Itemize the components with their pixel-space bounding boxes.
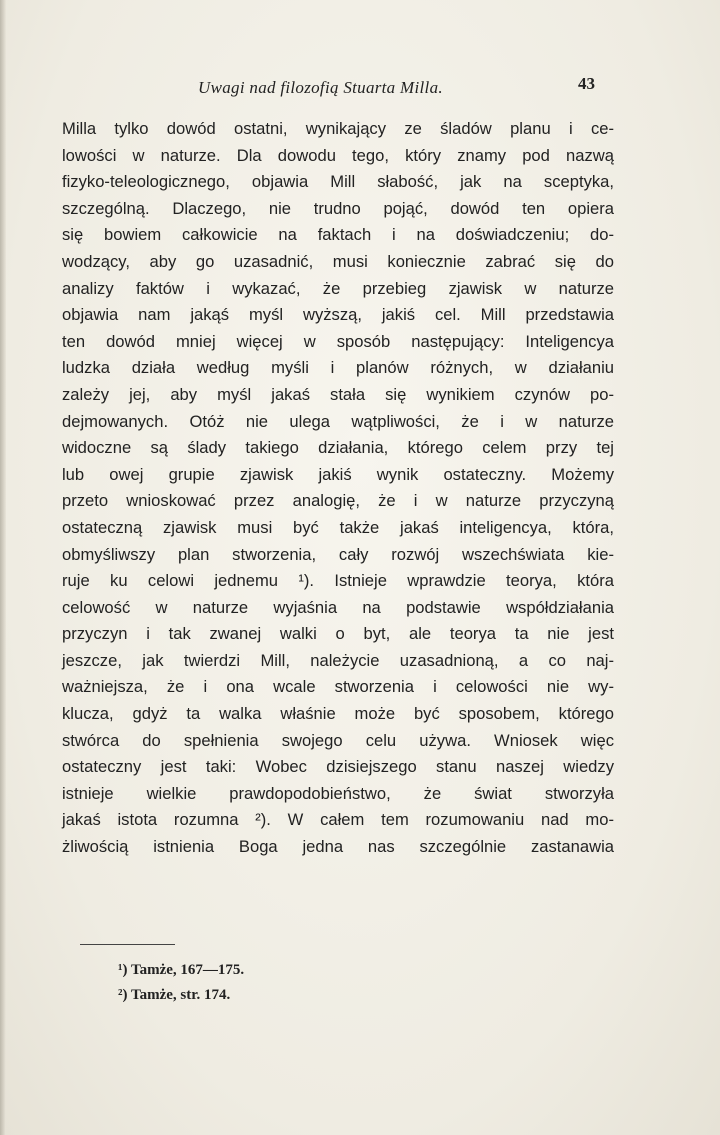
text-line: lub owej grupie zjawisk jakiś wynik ostateczny. Możemy: [62, 464, 614, 484]
page-number: 43: [578, 74, 595, 93]
text-line: ludzka działa według myśli i planów różnych, w działaniu: [62, 358, 614, 378]
text-line: lowości w naturze. Dla dowodu tego, który znamy pod nazwą: [62, 145, 614, 165]
text-line: klucza, gdyż ta walka właśnie może być sposobem, którego: [62, 704, 614, 724]
text-line: obmyśliwszy plan stworzenia, cały rozwój wszechświata kie-: [62, 544, 614, 564]
footnote-text: Tamże, 167—175.: [130, 962, 245, 978]
text-line: ważniejsza, że i ona wcale stworzenia i celowości nie wy-: [62, 677, 614, 697]
text-line: szczególną. Dlaczego, nie trudno pojąć, dowód ten opiera: [62, 198, 614, 218]
text-line: przyczyn i tak zwanej walki o byt, ale teorya ta nie jest: [62, 624, 614, 644]
text-line: przeto wnioskować przez analogię, że i w naturze przyczyną: [62, 491, 614, 511]
text-line: fizyko-teleologicznego, objawia Mill słabość, jak na sceptyka,: [62, 172, 614, 192]
footnote-divider: [80, 944, 175, 945]
text-line: objawia nam jakąś myśl wyższą, jakiś cel. Mill przedstawia: [62, 305, 614, 325]
page-header: [0, 72, 720, 102]
body-text: [62, 116, 614, 861]
text-line: ostateczną zjawisk musi być także jakaś inteligencya, która,: [62, 517, 614, 537]
text-line: żliwością istnienia Boga jedna nas szczególnie zastanawia: [62, 837, 614, 857]
footnote-marker: ¹): [118, 962, 128, 978]
text-line: zależy jej, aby myśl jakaś stała się wynikiem czynów po-: [62, 384, 614, 404]
text-line: ten dowód mniej więcej w sposób następujący: Inteligencya: [62, 331, 614, 351]
text-line: analizy faktów i wykazać, że przebieg zjawisk w naturze: [62, 278, 614, 298]
footnotes: [118, 958, 244, 1008]
text-line: ruje ku celowi jednemu ¹). Istnieje wprawdzie teorya, która: [62, 571, 614, 591]
text-line: jakaś istota rozumna ²). W całem tem rozumowaniu nad mo-: [62, 810, 614, 830]
running-title: Uwagi nad filozofią Stuarta Milla.: [198, 78, 443, 97]
text-line: ostateczny jest taki: Wobec dzisiejszego stanu naszej wiedzy: [62, 757, 614, 777]
text-line: celowość w naturze wyjaśnia na podstawie współdziałania: [62, 597, 614, 617]
page-binding-edge: [0, 0, 6, 1135]
footnote-2: [118, 983, 244, 1008]
text-line: stwórca do spełnienia swojego celu używa. Wniosek więc: [62, 730, 614, 750]
text-line: Milla tylko dowód ostatni, wynikający ze śladów planu i ce-: [62, 119, 614, 138]
text-line: się bowiem całkowicie na faktach i na doświadczeniu; do-: [62, 225, 614, 245]
footnote-1: [118, 958, 244, 983]
text-line: dejmowanych. Otóż nie ulega wątpliwości, że i w naturze: [62, 411, 614, 431]
footnote-marker: ²): [118, 987, 128, 1003]
text-line: jeszcze, jak twierdzi Mill, należycie uzasadnioną, a co naj-: [62, 650, 614, 670]
text-line: wodzący, aby go uzasadnić, musi koniecznie zabrać się do: [62, 251, 614, 271]
text-line: widoczne są ślady takiego działania, którego celem przy tej: [62, 438, 614, 458]
text-line: istnieje wielkie prawdopodobieństwo, że świat stworzyła: [62, 783, 614, 803]
footnote-text: Tamże, str. 174.: [130, 987, 231, 1003]
